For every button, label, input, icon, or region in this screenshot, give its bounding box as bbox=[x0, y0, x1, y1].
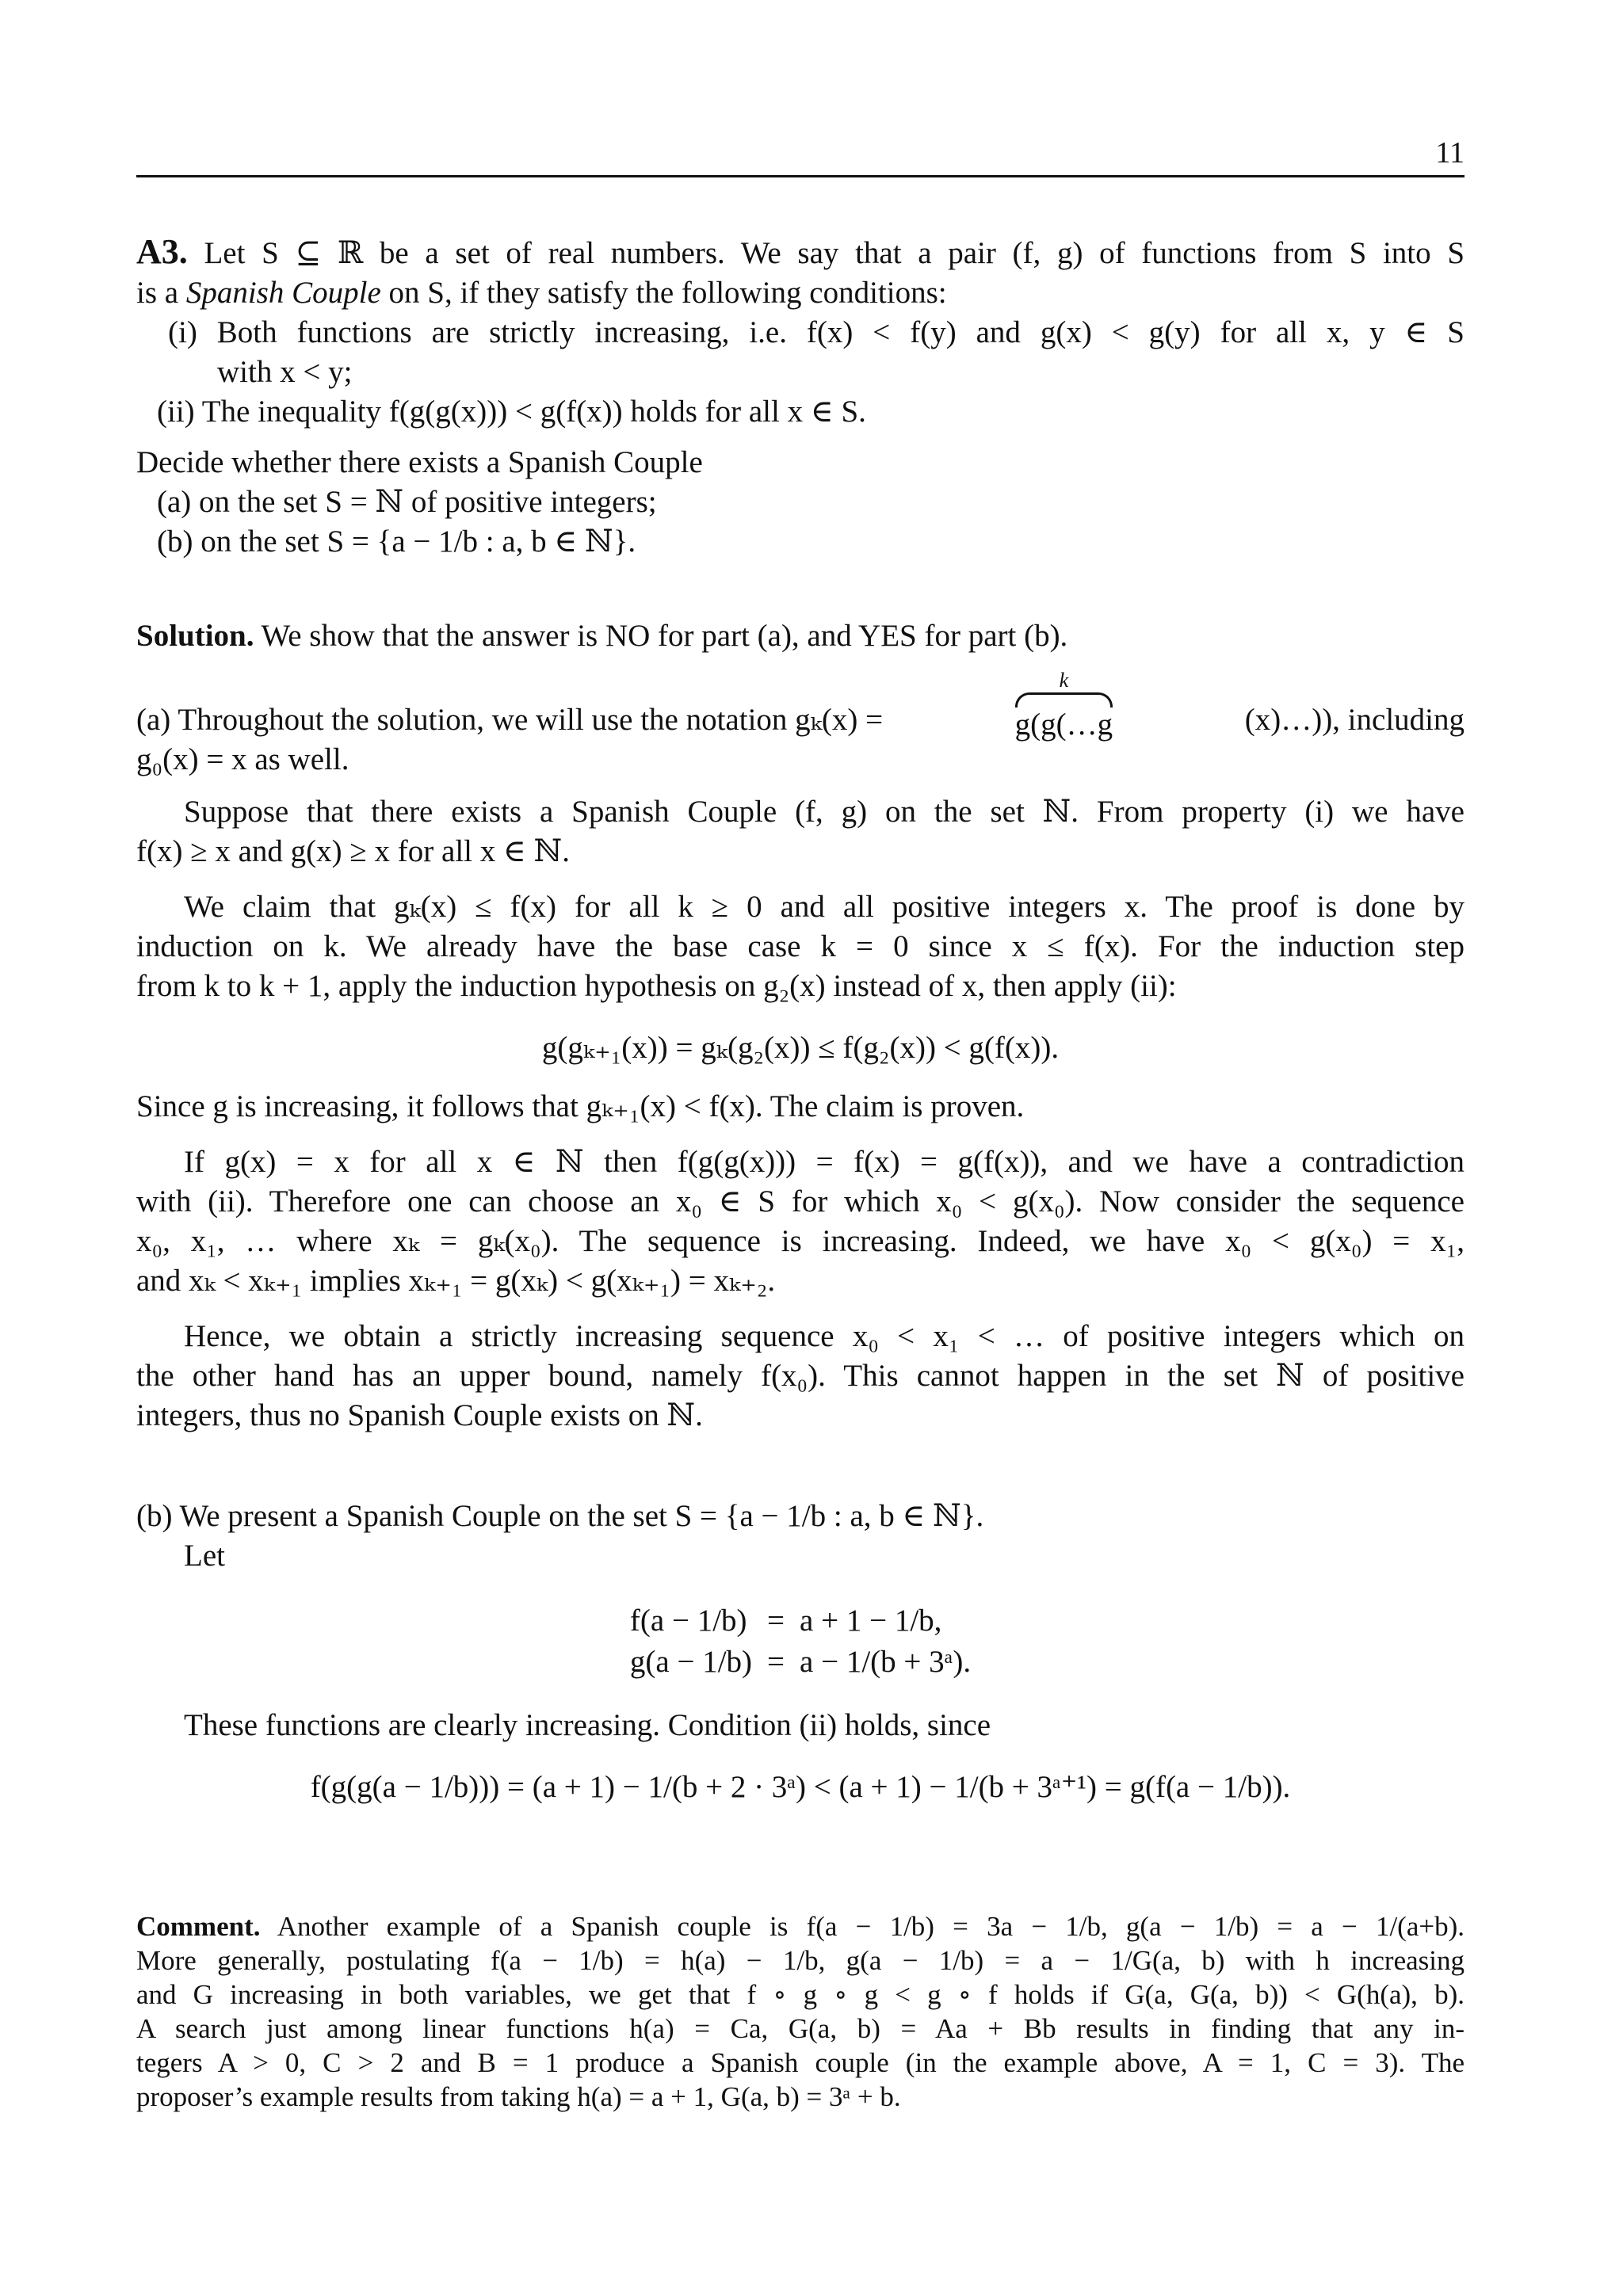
para-suppose: Suppose that there exists a Spanish Couple (f, g) on the set ℕ. From property (i) we have bbox=[184, 795, 1465, 829]
part-b-intro: (b) We present a Spanish Couple on the set S = {a − 1/b : a, b ∈ ℕ}. bbox=[136, 1499, 984, 1533]
g-definition-lhs: g(a − 1/b) bbox=[629, 1645, 753, 1679]
para-claim-proven: Since g is increasing, it follows that gₖ₊₁(x) < f(x). The claim is proven. bbox=[136, 1089, 1025, 1123]
definition-equations: f(a − 1/b) = a + 1 − 1/b, g(a − 1/b) = a − 1/(b + 3ᵃ). bbox=[136, 1601, 1465, 1682]
overbrace: k g(g(…g bbox=[1014, 669, 1113, 742]
comment-label: Comment. bbox=[136, 1911, 261, 1942]
para-contradiction: If g(x) = x for all x ∈ ℕ then f(g(g(x))) = f(x) = g(f(x)), and we have a contradiction bbox=[184, 1145, 1465, 1179]
condition-i: (i) Both functions are strictly increasing, i.e. f(x) < f(y) and g(x) < g(y) for all x, y ∈ S bbox=[168, 315, 1465, 349]
decide-line: Decide whether there exists a Spanish Couple bbox=[136, 445, 703, 479]
g0-definition: g₀(x) = x as well. bbox=[136, 742, 349, 776]
equation-condition-ii: f(g(g(a − 1/b))) = (a + 1) − 1/(b + 2 · 3ᵃ) < (a + 1) − 1/(b + 3ᵃ⁺¹) = g(f(a − 1/b)). bbox=[310, 1770, 1291, 1804]
solution-label: Solution. bbox=[136, 619, 254, 653]
header-rule bbox=[136, 175, 1465, 177]
condition-ii: (ii) The inequality f(g(g(x))) < g(f(x)) holds for all x ∈ S. bbox=[157, 395, 866, 429]
part-a-body: Suppose that there exists a Spanish Couple (f, g) on the set ℕ. From property (i) we have f(x) ≥ x and g(x) ≥ x for all x ∈ ℕ. We claim that gₖ(x) ≤ f(x) for all k ≥ 0 and all positive integers x. The proof is done by induction on k. We already have the base case k = 0 since x ≤ f(x). For the induction step from k to k + 1, apply the induction hypothesis on g₂(x) instead of x, then apply (ii): g(gₖ₊₁(x)) = gₖ(g₂(x)) ≤ f(g₂(x)) < g(f(x)). Since g is increasing, it follows that gₖ₊₁(x) < f(x). The claim is proven. If g(x) = x for all x ∈ ℕ then f(g(g(x))) = f(x) = g(f(x)), and we have a contradiction with (ii). Therefore one can choose an x₀ ∈ S for which x₀ < g(x₀). Now consider the sequence x₀, x₁, … where xₖ = gₖ(x₀). The sequence is increasing. Indeed, we have x₀ < g(x₀) = x₁, and xₖ < xₖ₊₁ implies xₖ₊₁ = g(xₖ) < g(xₖ₊₁) = xₖ₊₂. Hence, we obtain a strictly increasing sequence x₀ < x₁ < … of positive integers which on the other hand has an upper bound, namely f(x₀). This cannot happen in the set ℕ of positive integers, thus no Spanish Couple exists on ℕ. bbox=[136, 792, 1465, 1436]
page-number: 11 bbox=[1435, 136, 1465, 170]
overbrace-shape bbox=[1015, 692, 1113, 707]
problem-statement bbox=[136, 232, 1465, 562]
problem-line-2: is a Spanish Couple on S, if they satisfy the following conditions: bbox=[136, 276, 947, 310]
part-b-body bbox=[136, 1497, 1465, 1807]
spanish-couple-term: Spanish Couple bbox=[185, 276, 381, 310]
part-a-notation: (a) Throughout the solution, we will use the notation gₖ(x) = k g(g(…g (x)…)), including g₀(x) = x as well. bbox=[136, 670, 1465, 780]
part-b-let: Let bbox=[184, 1539, 225, 1573]
f-definition-lhs: f(a − 1/b) bbox=[629, 1604, 747, 1638]
para-clearly-increasing: These functions are clearly increasing. Condition (ii) holds, since bbox=[184, 1708, 991, 1742]
comment-block: Comment. Another example of a Spanish couple is f(a − 1/b) = 3a − 1/b, g(a − 1/b) = a − 1/(a+b). More generally, postulating f(a − 1/b) = h(a) − 1/b, g(a − 1/b) = a − 1/G(a, b) with h increasing and G increasing in both variables, we get that f ∘ g ∘ g < g ∘ f holds if G(a, G(a, b)) < G(h(a), b). A search just among linear functions h(a) = Ca, G(a, b) = Aa + Bb results in finding that any in- tegers A > 0, C > 2 and B = 1 produce a Spanish couple (in the example above, A = 1, C = 3). The proposer’s example results from taking h(a) = a + 1, G(a, b) = 3ᵃ + b. bbox=[136, 1911, 1465, 2112]
part-a: (a) on the set S = ℕ of positive integers; bbox=[157, 485, 657, 519]
f-definition-rhs: a + 1 − 1/b, bbox=[800, 1604, 942, 1638]
part-b: (b) on the set S = {a − 1/b : a, b ∈ ℕ}. bbox=[157, 524, 636, 559]
para-upper-bound: Hence, we obtain a strictly increasing sequence x₀ < x₁ < … of positive integers which on bbox=[184, 1319, 1465, 1353]
solution-intro: Solution. We show that the answer is NO for part (a), and YES for part (b). bbox=[136, 619, 1068, 653]
problem-label: A3. bbox=[136, 232, 188, 271]
condition-i-cont: with x < y; bbox=[217, 355, 353, 389]
problem-line-1: A3. Let S ⊆ ℝ be a set of real numbers. We say that a pair (f, g) of functions from S into S bbox=[136, 232, 1465, 271]
g-definition-rhs: a − 1/(b + 3ᵃ). bbox=[800, 1645, 972, 1679]
para-claim: We claim that gₖ(x) ≤ f(x) for all k ≥ 0 and all positive integers x. The proof is done by bbox=[184, 890, 1465, 924]
equation-induction: g(gₖ₊₁(x)) = gₖ(g₂(x)) ≤ f(g₂(x)) < g(f(x)). bbox=[541, 1031, 1060, 1065]
